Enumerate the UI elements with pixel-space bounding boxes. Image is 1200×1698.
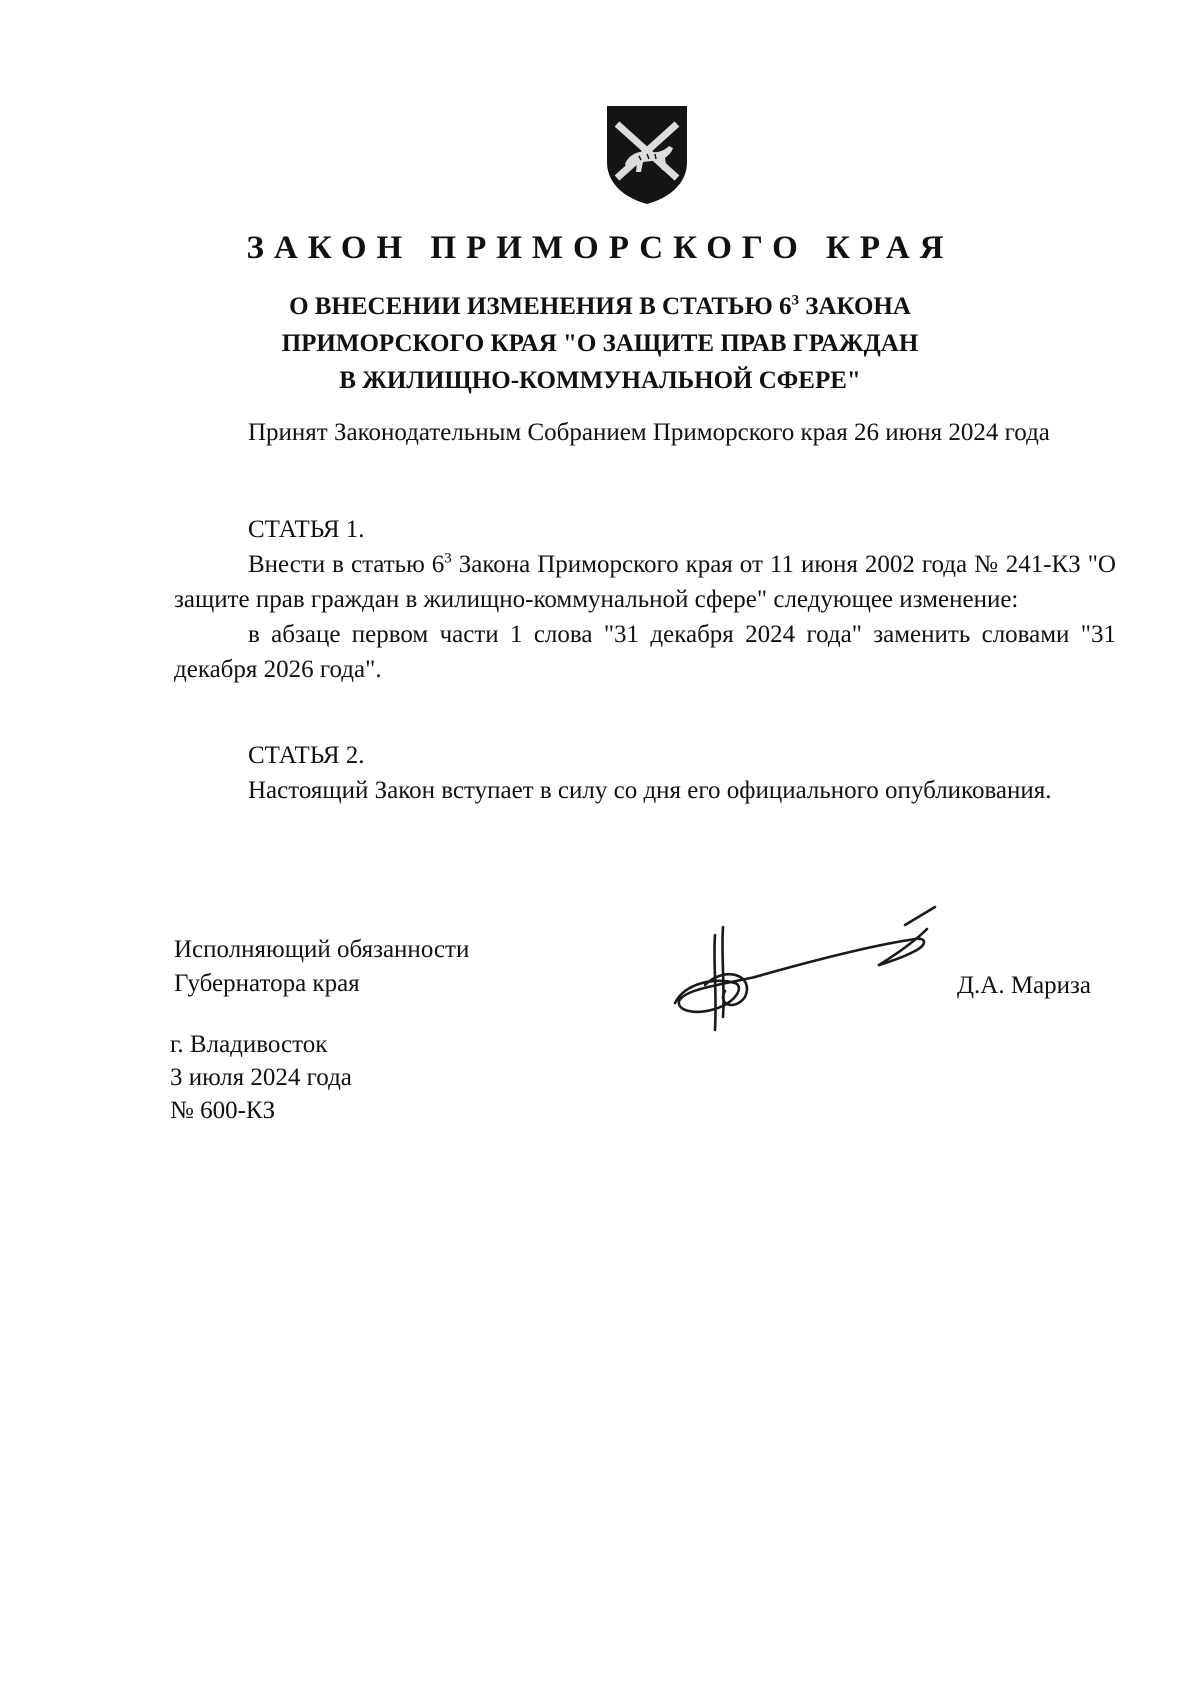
article-1-heading: СТАТЬЯ 1. (248, 516, 365, 543)
article-2-heading: СТАТЬЯ 2. (248, 742, 365, 769)
subtitle-line-3: В ЖИЛИЩНО-КОММУНАЛЬНОЙ СФЕРЕ" (339, 367, 861, 394)
article-1-paragraph-2: в абзаце первом части 1 слова "31 декабря 2024 года" заменить словами "31 декабря 2026 года". (174, 621, 1116, 683)
subtitle-line-1: О ВНЕСЕНИИ ИЗМЕНЕНИЯ В СТАТЬЮ $6^3$ ЗАКОНА (289, 292, 911, 320)
adoption-note (174, 415, 1116, 450)
adoption-text: Принят Законодательным Собранием Приморского края 26 июня 2024 года (248, 419, 1050, 446)
signer-position (174, 933, 469, 1001)
signer-name: Д.А. Мариза (957, 972, 1092, 999)
signing-date: 3 июля 2024 года (170, 1064, 352, 1091)
law-subtitle (150, 288, 1050, 399)
article-1-paragraph-1: Внести в статью $6^3$ Закона Приморского края от 11 июня 2002 года № 241-КЗ "О защите прав граждан в жилищно-коммунальной сфере" следующее изменение: (174, 550, 1116, 613)
primorsky-krai-coat-of-arms-icon (603, 104, 691, 206)
signer-position-line-2: Губернатора края (174, 970, 360, 997)
law-number: № 600-КЗ (170, 1097, 276, 1124)
law-title: ЗАКОН ПРИМОРСКОГО КРАЯ (246, 230, 954, 266)
article-2-paragraph-1: Настоящий Закон вступает в силу со дня его официального опубликования. (248, 777, 1052, 804)
signing-details (170, 1028, 352, 1127)
article-2 (174, 738, 1116, 808)
signer-position-line-1: Исполняющий обязанности (174, 936, 470, 963)
subtitle-line-2: ПРИМОРСКОГО КРАЯ "О ЗАЩИТЕ ПРАВ ГРАЖДАН (281, 330, 919, 357)
signing-city: г. Владивосток (170, 1031, 328, 1058)
handwritten-signature (665, 905, 945, 1035)
article-1 (174, 512, 1116, 687)
